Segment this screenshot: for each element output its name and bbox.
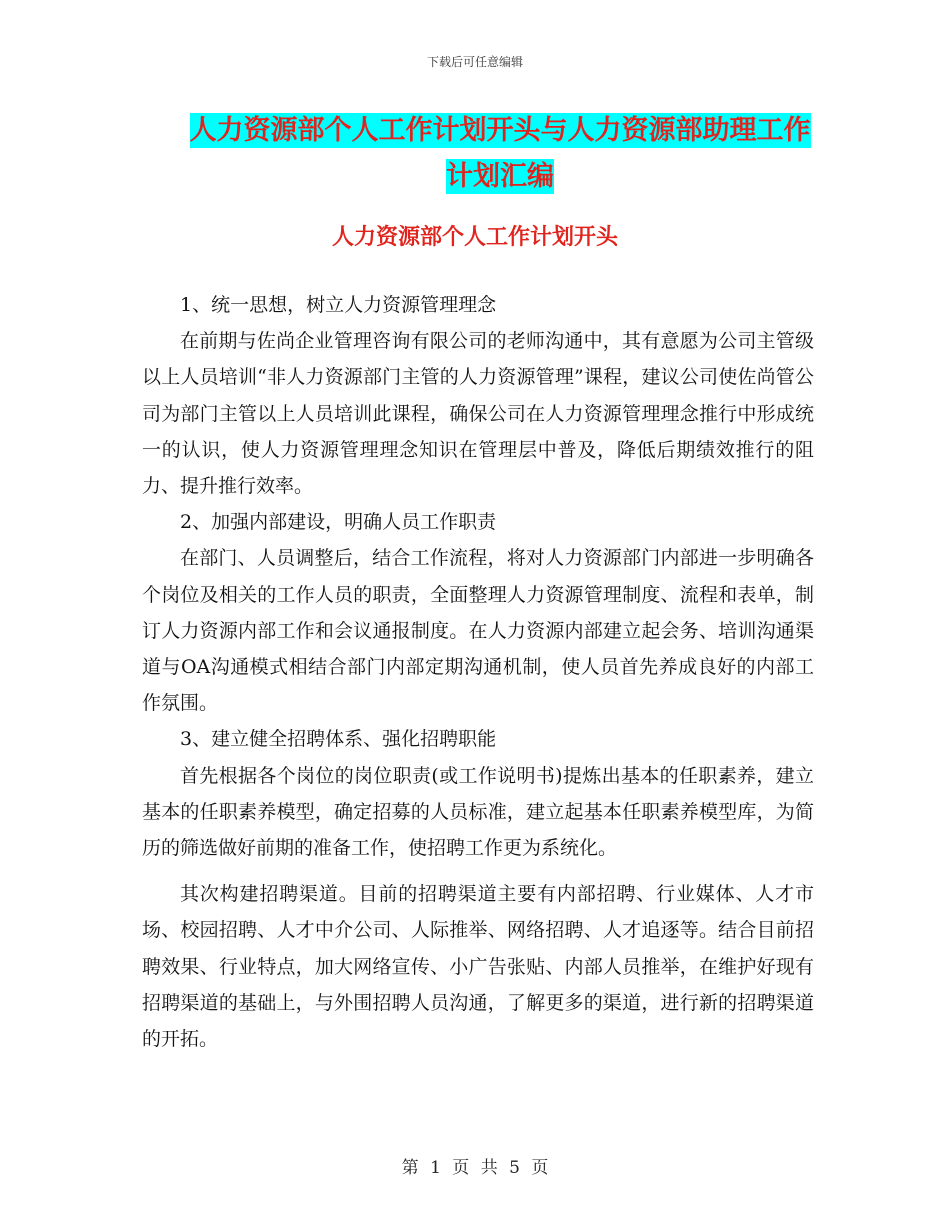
- document-title-line-1: 人力资源部个人工作计划开头与人力资源部助理工作: [189, 115, 811, 146]
- paragraph-1: 在前期与佐尚企业管理咨询有限公司的老师沟通中，其有意愿为公司主管级以上人员培训“非人力资源部门主管的人力资源管理”课程，建议公司使佐尚管公司为部门主管以上人员培训此课程，确保公司在人力资源管理理念推行中形成统一的认识，使人力资源管理理念知识在管理层中普及，降低后期绩效推行的阻力、提升推行效率。: [142, 330, 814, 498]
- paragraph-2: 在部门、人员调整后，结合工作流程，将对人力资源部门内部进一步明确各个岗位及相关的工作人员的职责，全面整理人力资源管理制度、流程和表单，制订人力资源内部工作和会议通报制度。在人力资源内部建立起会务、培训沟通渠道与OA沟通模式相结合部门内部定期沟通机制，使人员首先养成良好的内部工作氛围。: [142, 547, 814, 715]
- document-title: [140, 108, 860, 200]
- heading-3: 3、建立健全招聘体系、强化招聘职能: [180, 728, 497, 751]
- section-title: 人力资源部个人工作计划开头: [331, 225, 618, 250]
- document-title-line-2: 计划汇编: [446, 161, 554, 192]
- header-note: 下载后可任意编辑: [426, 55, 523, 69]
- paragraph-3: 首先根据各个岗位的岗位职责(或工作说明书)提炼出基本的任职素养，建立基本的任职素养模型，确定招募的人员标准，建立起基本任职素养模型库，为简历的筛选做好前期的准备工作，使招聘工作更为系统化。: [142, 764, 814, 860]
- document-body: [142, 287, 814, 1057]
- heading-1: 1、统一思想，树立人力资源管理理念: [180, 294, 497, 316]
- page-footer: 第 1 页 共 5 页: [401, 1158, 549, 1178]
- heading-2: 2、加强内部建设，明确人员工作职责: [180, 511, 497, 534]
- paragraph-4: 其次构建招聘渠道。目前的招聘渠道主要有内部招聘、行业媒体、人才市场、校园招聘、人才中介公司、人际推举、网络招聘、人才追逐等。结合目前招聘效果、行业特点，加大网络宣传、小广告张贴、内部人员推举，在维护好现有招聘渠道的基础上，与外围招聘人员沟通，了解更多的渠道，进行新的招聘渠道的开拓。: [142, 883, 814, 1051]
